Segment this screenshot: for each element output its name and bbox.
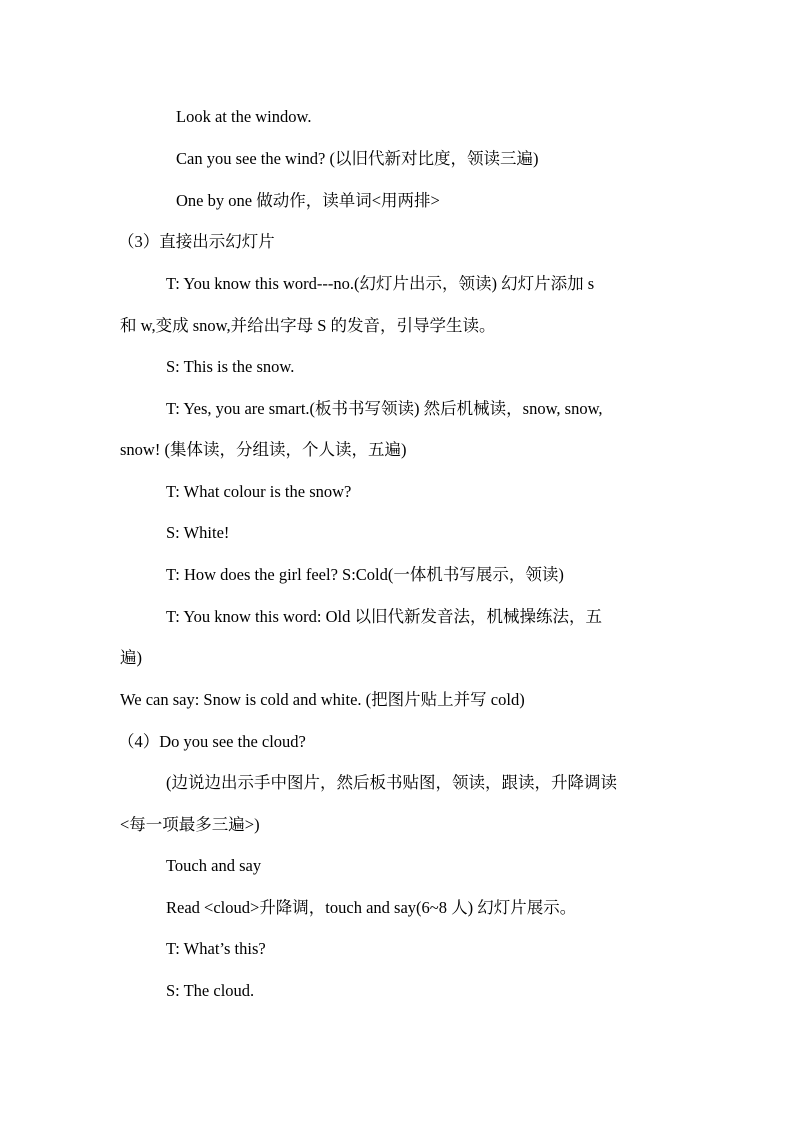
text-line: S: The cloud. — [166, 981, 255, 1000]
text-line: S: White! — [166, 523, 230, 542]
text-line: T: You know this word---no.(幻灯片出示，领读) 幻灯片添加 s — [166, 274, 595, 293]
text-line: snow! (集体读，分组读，个人读，五遍) — [120, 440, 407, 459]
text-line: 遍) — [120, 648, 142, 667]
text-line: Read <cloud>升降调，touch and say(6~8 人) 幻灯片展示。 — [166, 898, 577, 917]
text-line: <每一项最多三遍>) — [120, 815, 260, 834]
text-line: T: How does the girl feel? S:Cold(一体机书写展示，领读) — [166, 565, 564, 584]
text-line: Look at the window. — [176, 107, 312, 126]
text-line: T: Yes, you are smart.(板书书写领读) 然后机械读，snow, snow, — [166, 399, 603, 418]
text-line: (边说边出示手中图片，然后板书贴图，领读，跟读，升降调读 — [166, 773, 617, 792]
text-line: 和 w,变成 snow,并给出字母 S 的发音，引导学生读。 — [120, 316, 496, 335]
section-heading: （3）直接出示幻灯片 — [118, 232, 275, 251]
section-heading: （4）Do you see the cloud? — [118, 732, 306, 751]
text-line: S: This is the snow. — [166, 357, 295, 376]
text-line: T: What colour is the snow? — [166, 482, 352, 501]
text-line: One by one 做动作，读单词<用两排> — [176, 191, 440, 210]
text-line: T: You know this word: Old 以旧代新发音法，机械操练法，五 — [166, 607, 602, 626]
text-line: Touch and say — [166, 856, 262, 875]
text-line: Can you see the wind? (以旧代新对比度，领读三遍) — [176, 149, 539, 168]
text-line: We can say: Snow is cold and white. (把图片贴上并写 cold) — [120, 690, 525, 709]
text-line: T: What’s this? — [166, 939, 266, 958]
